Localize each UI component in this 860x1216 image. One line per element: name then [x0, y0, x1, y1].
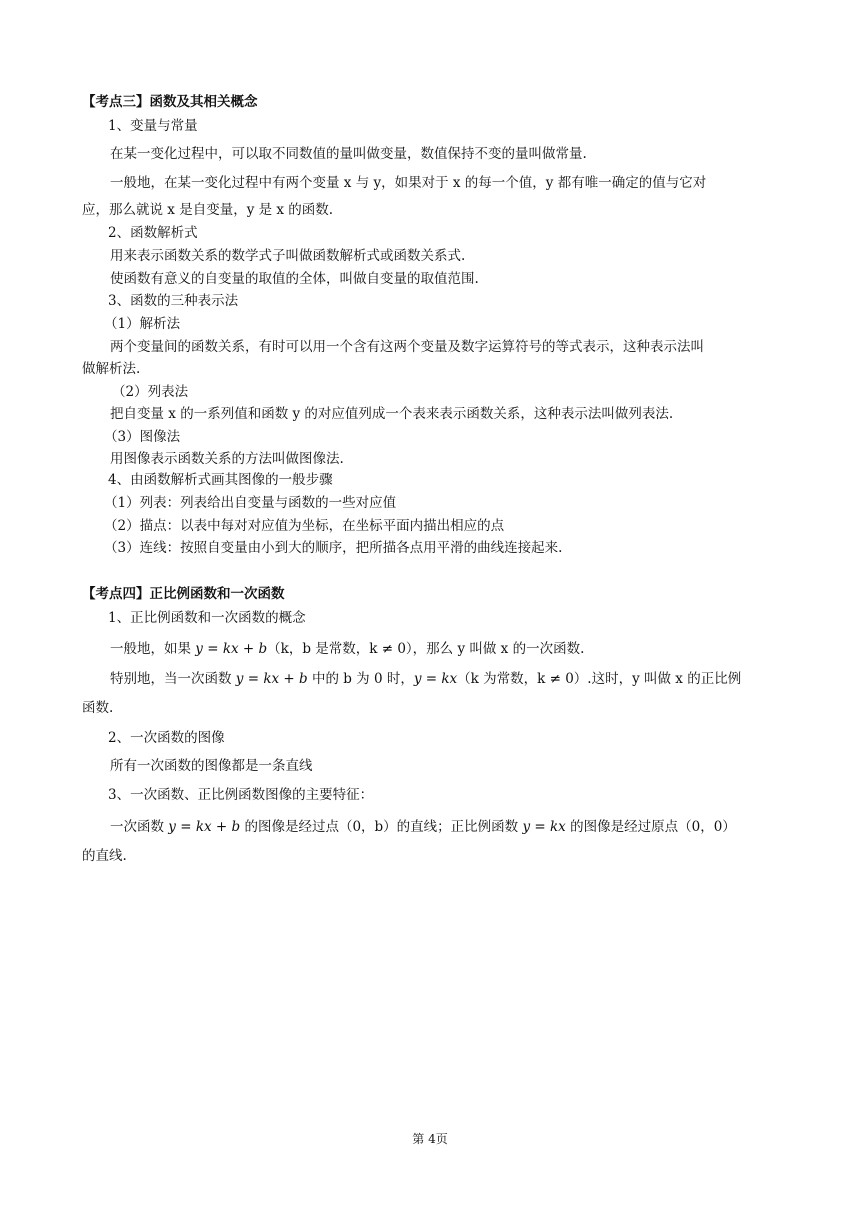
- subsection-title: 3、函数的三种表示法: [108, 293, 239, 309]
- paragraph: 用图像表示函数关系的方法叫做图像法.: [110, 451, 344, 467]
- paragraph-continuation: 函数.: [82, 700, 114, 716]
- paragraph: 所有一次函数的图像都是一条直线: [110, 758, 313, 774]
- subsection-title: 4、由函数解析式画其图像的一般步骤: [108, 472, 333, 488]
- subsection-title: 2、函数解析式: [108, 225, 198, 241]
- item-title: （3）图像法: [104, 429, 181, 445]
- paragraph-continuation: 的直线.: [82, 848, 127, 864]
- paragraph: 一般地，在某一变化过程中有两个变量 x 与 y，如果对于 x 的每一个值，y 都有唯一确定的值与它对: [110, 175, 707, 191]
- equation-linear: y = kx + b: [168, 819, 241, 835]
- section-heading-3: 【考点三】函数及其相关概念: [82, 94, 258, 110]
- section-heading-4: 【考点四】正比例函数和一次函数: [82, 586, 285, 602]
- subsection-title: 2、一次函数的图像: [108, 730, 225, 746]
- step-item: （1）列表：列表给出自变量与函数的一些对应值: [104, 495, 397, 511]
- subsection-title: 1、变量与常量: [108, 118, 198, 134]
- equation-proportional: y = kx: [413, 671, 458, 687]
- item-title: （1）解析法: [104, 316, 181, 332]
- paragraph: 把自变量 x 的一系列值和函数 y 的对应值列成一个表来表示函数关系，这种表示法叫做列表法.: [110, 406, 674, 422]
- paragraph: 特别地，当一次函数 y = kx + b 中的 b 为 0 时，y = kx（k 为常数，k ≠ 0）.这时，y 叫做 x 的正比例: [110, 671, 742, 687]
- equation-proportional: y = kx: [522, 819, 566, 835]
- page-number: 第 4页: [412, 1132, 448, 1146]
- paragraph: 一次函数 y = kx + b 的图像是经过点（0，b）的直线；正比例函数 y = kx 的图像是经过原点（0，0）: [110, 819, 736, 835]
- equation-linear: y = kx + b: [235, 671, 308, 687]
- step-item: （2）描点：以表中每对对应值为坐标，在坐标平面内描出相应的点: [104, 518, 505, 534]
- paragraph: 用来表示函数关系的数学式子叫做函数解析式或函数关系式.: [110, 248, 466, 264]
- paragraph-continuation: 做解析法.: [82, 361, 141, 377]
- equation-linear: y = kx + b: [195, 641, 268, 657]
- paragraph: 使函数有意义的自变量的取值的全体，叫做自变量的取值范围.: [110, 271, 479, 287]
- subsection-title: 1、正比例函数和一次函数的概念: [108, 610, 306, 626]
- paragraph: 两个变量间的函数关系，有时可以用一个含有这两个变量及数字运算符号的等式表示，这种表示法叫: [110, 339, 704, 355]
- paragraph: 在某一变化过程中，可以取不同数值的量叫做变量，数值保持不变的量叫做常量.: [110, 146, 587, 162]
- subsection-title: 3、一次函数、正比例函数图像的主要特征：: [108, 787, 374, 803]
- paragraph: 一般地，如果 y = kx + b（k，b 是常数，k ≠ 0），那么 y 叫做 x 的一次函数.: [110, 641, 585, 657]
- paragraph-continuation: 应，那么就说 x 是自变量，y 是 x 的函数.: [82, 202, 334, 218]
- item-title: （2）列表法: [112, 384, 189, 400]
- step-item: （3）连线：按照自变量由小到大的顺序，把所描各点用平滑的曲线连接起来.: [104, 540, 563, 556]
